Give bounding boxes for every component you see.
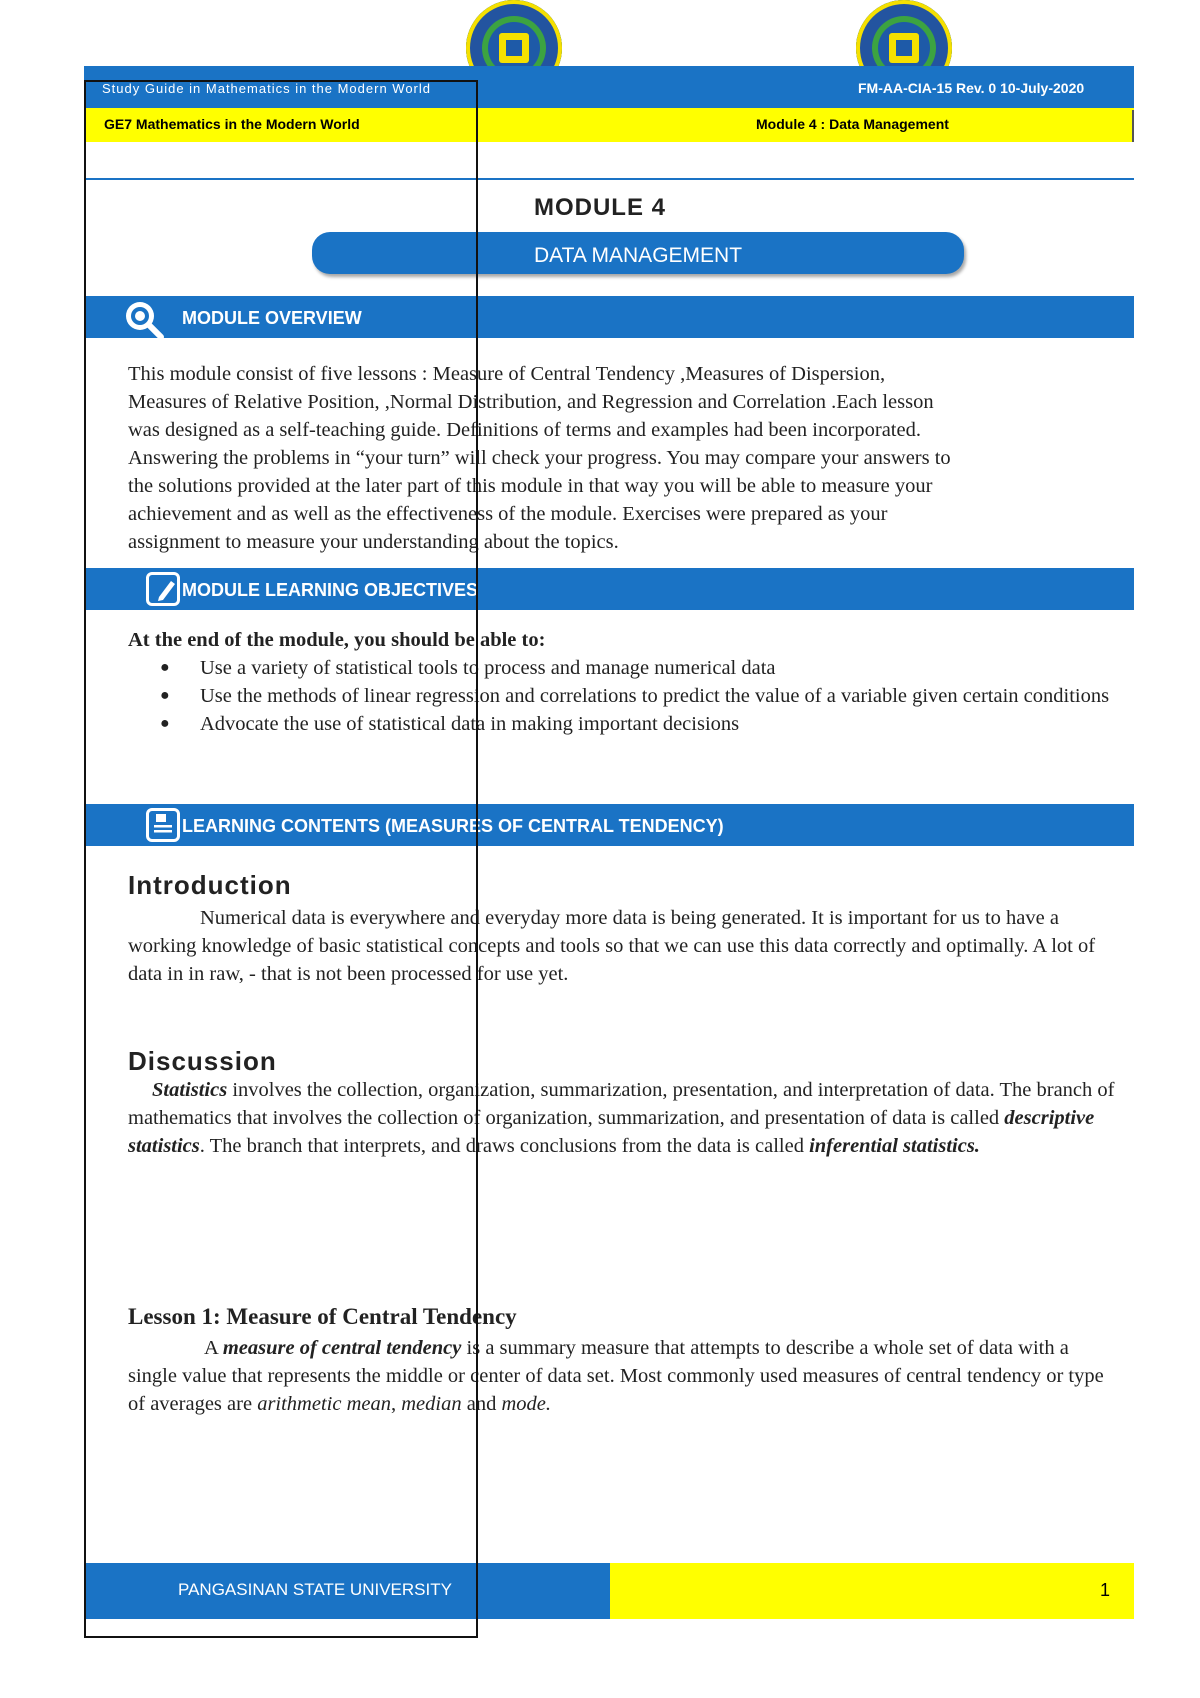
form-code-label: FM-AA-CIA-15 Rev. 0 10-July-2020 <box>858 80 1085 96</box>
introduction-text: Numerical data is everywhere and everyday more data is being generated. It is important for us to have a working knowledge of basic statistical concepts and tools so that we can use this data correctly and optimally. A lot of data in in raw, - that is not been processed for use yet. <box>128 907 1096 985</box>
term-descriptive-statistics: descriptive statistics <box>128 1107 1095 1157</box>
term-median: median <box>401 1393 462 1415</box>
lesson1-text-part: A <box>204 1337 223 1359</box>
contents-heading: LEARNING CONTENTS (MEASURES OF CENTRAL TENDENCY) <box>182 816 724 836</box>
overview-line: achievement and as well as the effectiveness of the module. Exercises were prepared as your <box>128 503 888 525</box>
outline-rectangle <box>84 80 478 1638</box>
term-arithmetic-mean: arithmetic mean <box>257 1393 391 1415</box>
objective-item: ● Use a variety of statistical tools to process and manage numerical data <box>128 654 1118 682</box>
term-statistics: Statistics <box>152 1079 228 1101</box>
module-ref-label: Module 4 : Data Management <box>756 116 949 132</box>
subject-title: DATA MANAGEMENT <box>533 244 743 267</box>
term-measure-of-central-tendency: measure of central tendency <box>222 1337 462 1359</box>
introduction-heading: Introduction <box>128 870 292 900</box>
discussion-text-part: involves the collection, organization, summarization, presentation, and interpretation of data. The branch of mathematics that involves the collection of organization, summarization, and presentation of data is called <box>128 1079 1115 1129</box>
lesson1-text-part: is a summary measure that attempts to describe a whole set of data with a single value that represents the middle or center of data set. Most commonly used measures of central tendency or type of averages are <box>128 1337 1104 1415</box>
objectives-intro: At the end of the module, you should be able to: <box>128 629 546 651</box>
objectives-heading: MODULE LEARNING OBJECTIVES <box>182 580 479 600</box>
lesson1-text-part: , <box>390 1393 402 1415</box>
module-title: MODULE 4 <box>533 194 666 221</box>
footer-yellow-bar <box>610 1563 1134 1619</box>
study-guide-label: Study Guide in Mathematics in the Modern World <box>102 81 432 96</box>
objective-item: ● Advocate the use of statistical data in making important decisions <box>128 710 1118 738</box>
overview-line: Answering the problems in “your turn” will check your progress. You may compare your answers to <box>128 447 951 469</box>
overview-line: This module consist of five lessons : Measure of Central Tendency ,Measures of Dispersion, <box>128 363 886 385</box>
discussion-heading: Discussion <box>128 1046 277 1076</box>
overview-heading: MODULE OVERVIEW <box>182 308 362 328</box>
term-mode: mode. <box>501 1393 551 1415</box>
overview-line: assignment to measure your understanding about the topics. <box>128 531 619 553</box>
lesson1-text-part: and <box>461 1393 502 1415</box>
discussion-text-part: . The branch that interprets, and draws conclusions from the data is called <box>199 1135 810 1157</box>
university-name: PANGASINAN STATE UNIVERSITY <box>178 1580 452 1599</box>
term-inferential-statistics: inferential statistics. <box>809 1135 980 1157</box>
header-divider <box>1132 110 1134 142</box>
overview-line: was designed as a self-teaching guide. Definitions of terms and examples had been incorporated. <box>128 419 921 441</box>
objective-item: ● Use the methods of linear regression and correlations to predict the value of a variable given certain conditions <box>128 682 1118 710</box>
lesson1-heading: Lesson 1: Measure of Central Tendency <box>128 1304 517 1329</box>
page-number: 1 <box>1100 1580 1111 1600</box>
course-label: GE7 Mathematics in the Modern World <box>104 116 360 132</box>
overview-line: the solutions provided at the later part of this module in that way you will be able to measure your <box>128 475 933 497</box>
overview-line: Measures of Relative Position, ,Normal Distribution, and Regression and Correlation .Each lesson <box>128 391 934 413</box>
